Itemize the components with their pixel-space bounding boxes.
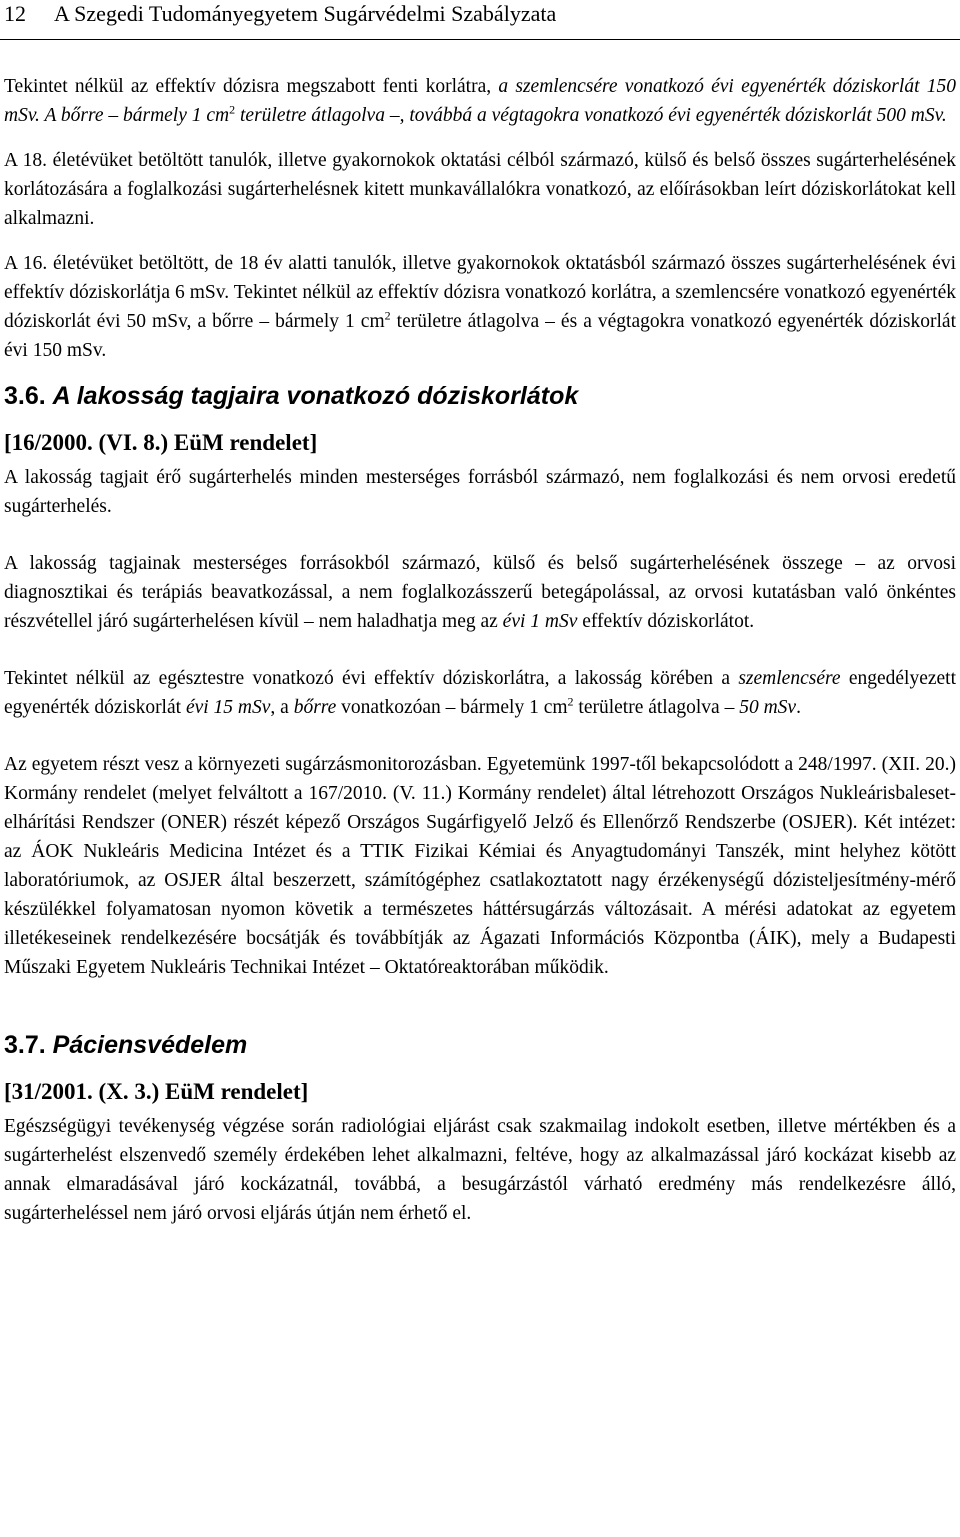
page-number: 12: [4, 1, 26, 26]
section-number: 3.7.: [4, 1031, 46, 1059]
text-span: területre átlagolva –: [573, 697, 740, 718]
paragraph-public-exposure: A lakosság tagjait érő sugárterhelés minden mesterséges forrásból származó, nem foglalkozási és nem orvosi eredetű sugárterhelés.: [4, 467, 956, 517]
page-header: [0, 0, 960, 40]
superscript: 2: [229, 102, 236, 117]
paragraph-age-16: [4, 249, 956, 365]
paragraph-monitoring: Az egyetem részt vesz a környezeti sugárzásmonitorozásban. Egyetemünk 1997-től bekapcsolódott a 248/1997. (XII. 20.) Kormány rendelet (melyet felváltott a 167/2010. (V. 11.) Kormány rendelet) által létrehozott Országos Nukleárisbaleset-elhárítási Rendszer (ONER) részét képező Országos Sugárfigyelő Jelző és Ellenőrző Rendszerbe (OSJER). Két intézet: az ÁOK Nukleáris Medicina Intézet és a TTIK Fizikai Kémiai és Anyagtudományi Tanszék, mint helyhez kötött laboratóriumok, az OSJER által beszerzett, számítógéphez csatlakoztatott nagy érzékenységű dózisteljesítmény-mérő készülékkel folyamatosan nyomon követik a természetes háttérsugárzás változásait. A mérési adatokat az egyetem illetékeseinek rendelkezésére bocsátják és továbbítják az Ágazati Információs Központba (ÁIK), mely a Budapesti Műszaki Egyetem Nukleáris Technikai Intézet – Oktatóreaktorában működik.: [4, 754, 956, 978]
section-title: Páciensvédelem: [52, 1031, 248, 1059]
italic-text: 50 mSv: [739, 697, 797, 718]
italic-text: szemlencsére: [738, 668, 841, 689]
running-title: A Szegedi Tudományegyetem Sugárvédelmi Szabályzata: [54, 1, 557, 26]
italic-text: évi 1 mSv: [502, 611, 578, 632]
text-span: A 16. életévüket betöltött, de 18 év alatti tanulók, illetve gyakornokok oktatásból származó összes sugárterhelésének évi effektív dóziskorlátja 6 mSv. Tekintet nélkül az effektív dózisra vonatkozó korlátra, a szemlencsére vonatkozó egyenérték dóziskorlát évi 50 mSv, a bőrre – bármely 1 cm: [4, 253, 956, 332]
paragraph-public-organ-limits: [4, 664, 956, 722]
italic-text: bőrre: [293, 697, 337, 718]
superscript: 2: [384, 308, 391, 323]
paragraph-public-limit: [4, 549, 956, 636]
text-span: területre átlagolva – és a végtagokra vonatkozó egyenérték dóziskorlát évi 150 mSv.: [4, 311, 956, 361]
paragraph-patient-protection: Egészségügyi tevékenység végzése során radiológiai eljárást csak szakmailag indokolt esetben, illetve mértékben és a sugárterhelést elszenvedő személy érdekében lehet alkalmazni, feltéve, hogy az alkalmazással járó kockázat kisebb az annak elmaradásával járó kockázatnál, továbbá, a besugárzástól várható eredmény más rendelkezésre álló, sugárterheléssel nem járó orvosi eljárás útján nem érhető el.: [4, 1116, 956, 1224]
section-number: 3.6.: [4, 382, 46, 410]
superscript: 2: [567, 694, 574, 709]
regulation-reference: [31/2001. (X. 3.) EüM rendelet]: [4, 1079, 309, 1104]
text-span: vonatkozóan – bármely 1 cm: [336, 697, 568, 718]
text-span: Tekintet nélkül az effektív dózisra megszabott fenti korlátra,: [4, 76, 499, 97]
italic-text: a szemlencsére vonatkozó évi egyenérték dóziskorlát 150 mSv. A bőrre – bármely 1 cm: [4, 76, 956, 126]
page-content: [4, 72, 956, 1228]
text-span: engedélyezett egyenérték dóziskorlát: [4, 668, 957, 718]
section-heading-3-7: [4, 1028, 956, 1062]
italic-text: évi 15 mSv: [185, 697, 271, 718]
text-span: Tekintet nélkül az egésztestre vonatkozó évi effektív dóziskorlátra, a lakosság körében a: [4, 668, 739, 689]
section-title: A lakosság tagjaira vonatkozó dóziskorlátok: [52, 382, 579, 410]
regulation-reference: [16/2000. (VI. 8.) EüM rendelet]: [4, 430, 318, 455]
paragraph-age-18: A 18. életévüket betöltött tanulók, illetve gyakornokok oktatási célból származó, külső és belső összes sugárterhelésének korlátozására a foglalkozási sugárterhelésnek kitett munkavállalókra vonatkozó, az előírásokban leírt dóziskorlátokat kell alkalmazni.: [4, 150, 956, 229]
paragraph-eye-skin-limits: [4, 72, 956, 130]
text-span: .: [796, 697, 801, 718]
text-span: A lakosság tagjainak mesterséges forrásokból származó, külső és belső sugárterhelésének összege – az orvosi diagnosztikai és terápiás beavatkozással, a nem foglalkozásszerű betegápolással, az orvosi kutatásban való önkéntes részvétellel járó sugárterhelésen kívül – nem haladhatja meg az: [4, 553, 956, 632]
text-span: effektív dóziskorlátot.: [577, 611, 755, 632]
section-heading-3-6: [4, 379, 956, 413]
text-span: , a: [270, 697, 294, 718]
italic-text: területre átlagolva –, továbbá a végtagokra vonatkozó évi egyenérték dóziskorlát 500 mSv.: [235, 105, 947, 126]
